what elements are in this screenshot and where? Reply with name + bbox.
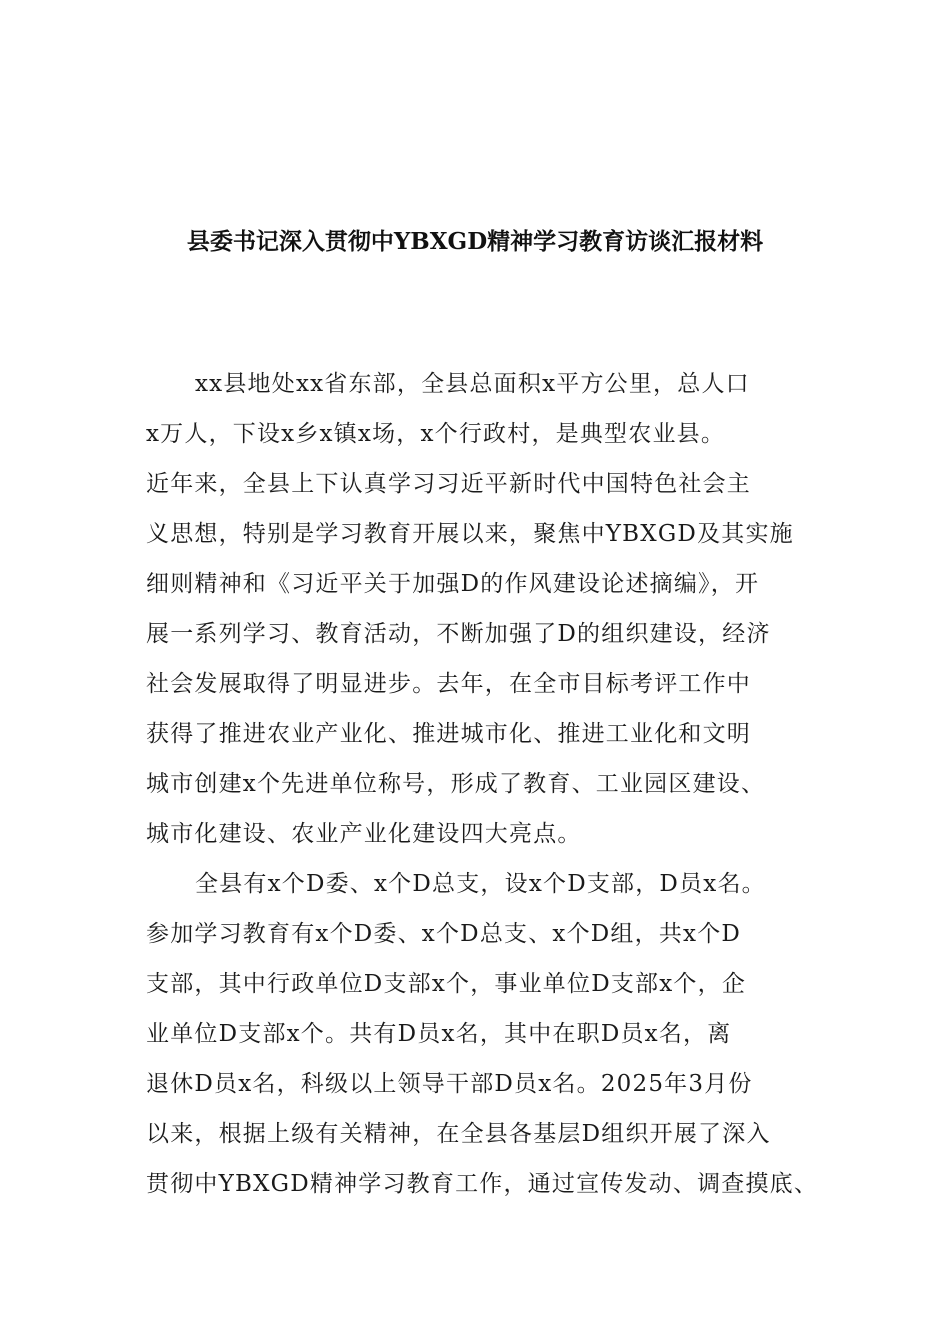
paragraph-1-line-4: 义思想，特别是学习教育开展以来，聚焦中YBXGD及其实施 [146, 521, 794, 547]
paragraph-1-line-3: 近年来，全县上下认真学习习近平新时代中国特色社会主 [146, 471, 751, 497]
document-title: 县委书记深入贯彻中YBXGD精神学习教育访谈汇报材料 [186, 228, 764, 255]
paragraph-2-line-3: 支部，其中行政单位D支部x个，事业单位D支部x个，企 [146, 971, 747, 997]
paragraph-1-line-2: x万人，下设x乡x镇x场，x个行政村，是典型农业县。 [146, 421, 726, 447]
paragraph-2-line-4: 业单位D支部x个。共有D员x名，其中在职D员x名，离 [146, 1021, 732, 1047]
paragraph-1-line-6: 展一系列学习、教育活动，不断加强了D的组织建设，经济 [146, 621, 771, 647]
paragraph-2-line-6: 以来，根据上级有关精神，在全县各基层D组织开展了深入 [146, 1121, 771, 1147]
paragraph-1-line-5: 细则精神和《习近平关于加强D的作风建设论述摘编》，开 [146, 571, 760, 597]
paragraph-2-line-2: 参加学习教育有x个D委、x个D总支、x个D组，共x个D [146, 921, 742, 947]
paragraph-1-line-10: 城市化建设、农业产业化建设四大亮点。 [146, 821, 582, 847]
paragraph-2-line-5: 退休D员x名，科级以上领导干部D员x名。2025年3月份 [146, 1071, 753, 1097]
paragraph-1-line-9: 城市创建x个先进单位称号，形成了教育、工业园区建设、 [146, 771, 766, 797]
paragraph-2-line-1: 全县有x个D委、x个D总支，设x个D支部，D员x名。 [195, 871, 766, 897]
paragraph-2-line-7: 贯彻中YBXGD精神学习教育工作，通过宣传发动、调查摸底、 [146, 1171, 819, 1197]
paragraph-1-line-7: 社会发展取得了明显进步。去年，在全市目标考评工作中 [146, 671, 751, 697]
paragraph-1-line-1: xx县地处xx省东部，全县总面积x平方公里，总人口 [195, 371, 750, 397]
paragraph-1-line-8: 获得了推进农业产业化、推进城市化、推进工业化和文明 [146, 721, 751, 747]
